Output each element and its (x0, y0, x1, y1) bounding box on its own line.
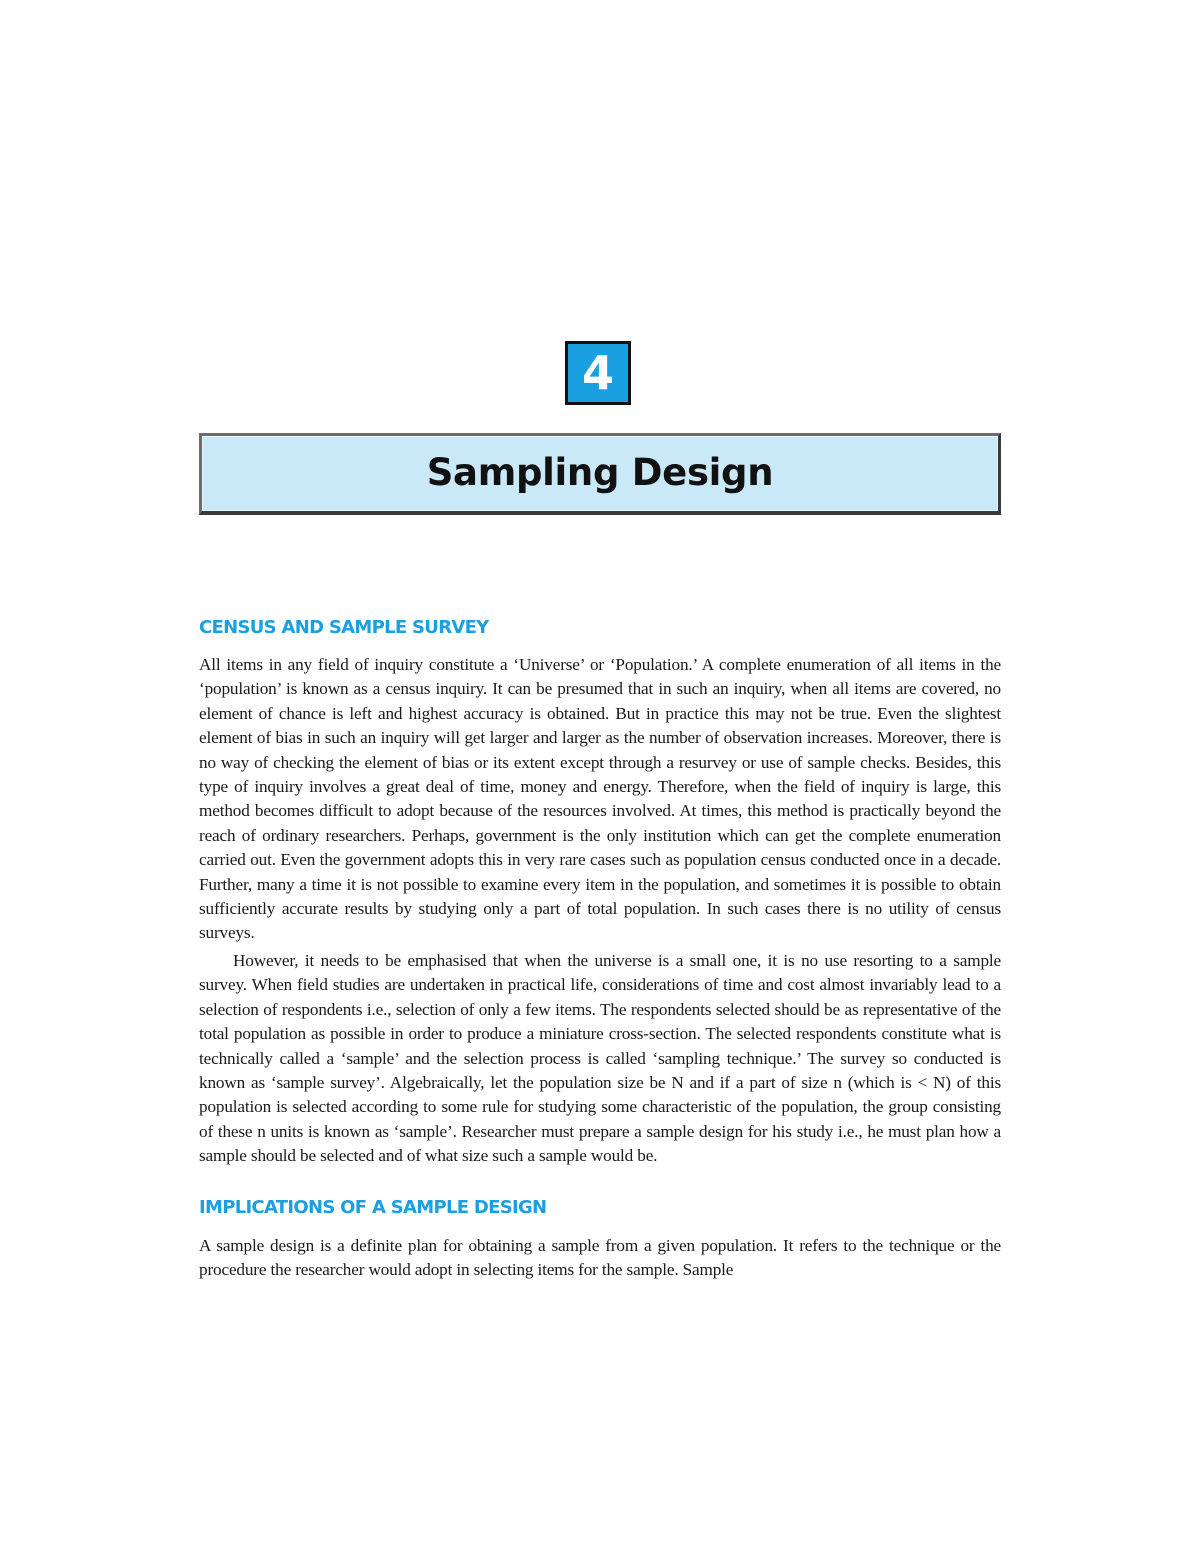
chapter-title: Sampling Design (426, 451, 774, 494)
chapter-number-badge: 4 (565, 341, 631, 405)
paragraph-census-2: However, it needs to be emphasised that when the universe is a small one, it is no use resorting to a sample survey. When field studies are undertaken in practical life, considerations of time and cost almost invariably lead to a selection of respondents i.e., selection of only a few items. The respondents selected should be as representative of the total population as possible in order to produce a miniature cross-section. The selected respondents constitute what is technically called a ‘sample’ and the selection process is called ‘sampling technique.’ The survey so conducted is known as ‘sample survey’. Algebraically, let the population size be N and if a part of size n (which is < N) of this population is selected according to some rule for studying some characteristic of the population, the group consisting of these n units is known as ‘sample’. Researcher must prepare a sample design for his study i.e., he must plan how a sample should be selected and of what size such a sample would be. (199, 950, 1001, 1166)
section-heading-census: CENSUS AND SAMPLE SURVEY (199, 617, 489, 638)
chapter-title-box (199, 433, 1001, 515)
page-body (199, 600, 1001, 1282)
paragraph-implications-1: A sample design is a definite plan for obtaining a sample from a given population. It refers to the technique or the procedure the researcher would adopt in selecting items for the sample. Sample (199, 1235, 1001, 1279)
paragraph-census-1: All items in any field of inquiry constitute a ‘Universe’ or ‘Population.’ A complete enumeration of all items in the ‘population’ is known as a census inquiry. It can be presumed that in such an inquiry, when all items are covered, no element of chance is left and highest accuracy is obtained. But in practice this may not be true. Even the slightest element of bias in such an inquiry will get larger and larger as the number of observation increases. Moreover, there is no way of checking the element of bias or its extent except through a resurvey or use of sample checks. Besides, this type of inquiry involves a great deal of time, money and energy. Therefore, when the field of inquiry is large, this method becomes difficult to adopt because of the resources involved. At times, this method is practically beyond the reach of ordinary researchers. Perhaps, government is the only institution which can get the complete enumeration carried out. Even the government adopts this in very rare cases such as population census conducted once in a decade. Further, many a time it is not possible to examine every item in the population, and sometimes it is possible to obtain sufficiently accurate results by studying only a part of total population. In such cases there is no utility of census surveys. (199, 655, 1001, 943)
section-heading-implications: IMPLICATIONS OF A SAMPLE DESIGN (199, 1196, 547, 1218)
